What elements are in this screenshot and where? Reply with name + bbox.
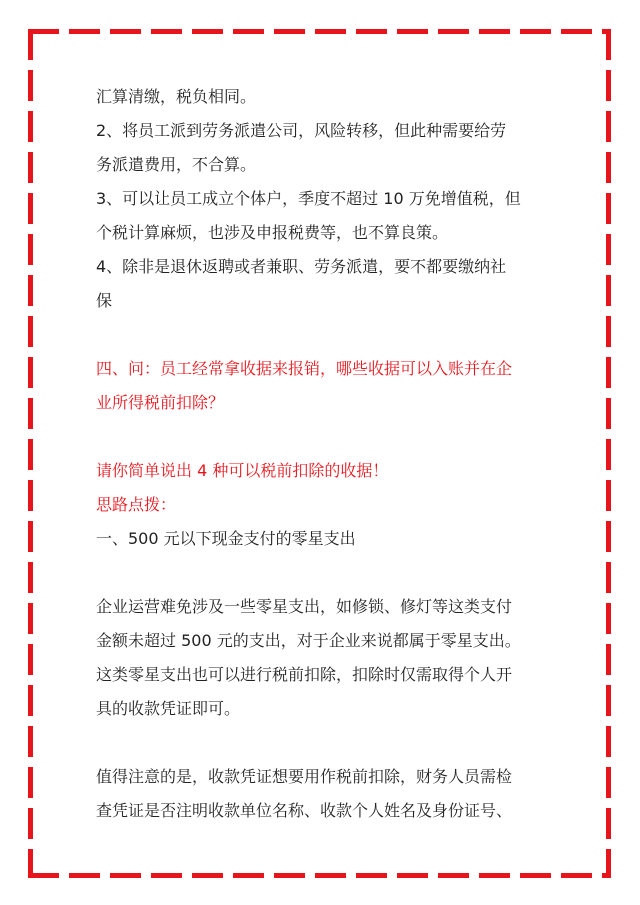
question-heading-line: 业所得税前扣除？ xyxy=(96,393,225,412)
text-line: 企业运营难免涉及一些零星支出，如修锁、修灯等这类支付 xyxy=(96,597,513,616)
border-top xyxy=(28,29,611,34)
text-line: 汇算清缴，税负相同。 xyxy=(96,87,257,106)
text-line: 金额未超过 500 元的支出，对于企业来说都属于零星支出。 xyxy=(96,631,521,650)
border-right xyxy=(606,29,611,878)
paragraph-gap xyxy=(96,556,550,590)
prompt-line: 请你简单说出 4 种可以税前扣除的收据！ xyxy=(96,461,389,480)
text-line: 务派遣费用，不合算。 xyxy=(96,155,257,174)
text-line: 保 xyxy=(96,291,113,310)
section-heading: 一、500 元以下现金支付的零星支出 xyxy=(96,529,356,548)
text-line: 这类零星支出也可以进行税前扣除，扣除时仅需取得个人开 xyxy=(96,665,513,684)
text-line: 查凭证是否注明收款单位名称、收款个人姓名及身份证号、 xyxy=(96,801,513,820)
paragraph-gap xyxy=(96,318,550,352)
text-line: 3、可以让员工成立个体户，季度不超过 10 万免增值税，但 xyxy=(96,189,521,208)
text-line: 4、除非是退休返聘或者兼职、劳务派遣，要不都要缴纳社 xyxy=(96,257,507,276)
paragraph-gap xyxy=(96,726,550,760)
document-body xyxy=(96,80,550,828)
border-left xyxy=(28,29,33,878)
hint-label: 思路点拨： xyxy=(96,495,177,514)
paragraph-gap xyxy=(96,420,550,454)
text-line: 个税计算麻烦，也涉及申报税费等，也不算良策。 xyxy=(96,223,449,242)
text-line: 具的收款凭证即可。 xyxy=(96,699,241,718)
text-line: 2、将员工派到劳务派遣公司，风险转移，但此种需要给劳 xyxy=(96,121,507,140)
text-line: 值得注意的是，收款凭证想要用作税前扣除，财务人员需检 xyxy=(96,767,513,786)
question-heading-line: 四、问：员工经常拿收据来报销，哪些收据可以入账并在企 xyxy=(96,359,513,378)
border-bottom xyxy=(28,873,611,878)
